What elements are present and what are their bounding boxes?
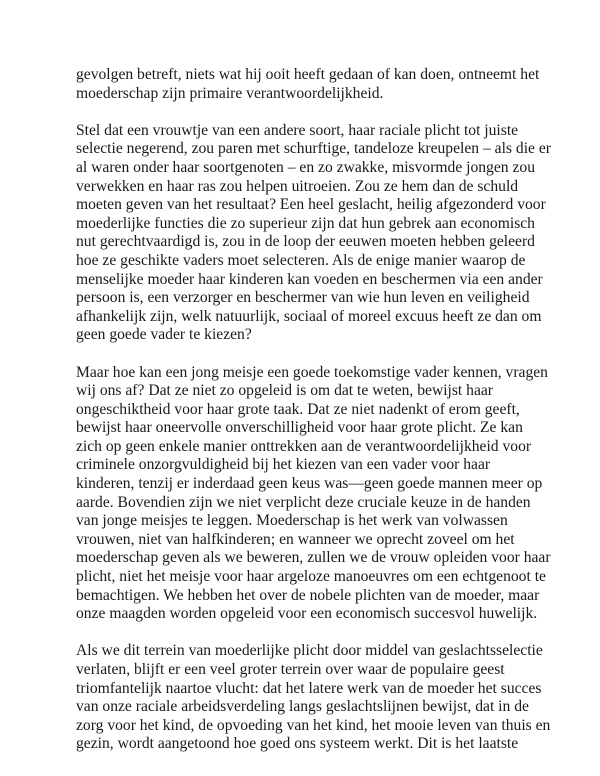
text-line: moederschap geven als we beweren, zullen we de vrouw opleiden voor haar — [76, 549, 551, 567]
text-line: gevolgen betreft, niets wat hij ooit heeft gedaan of kan doen, ontneemt het — [76, 66, 540, 83]
document-page — [76, 66, 551, 773]
text-line: vrouwen, niet van halfkinderen; en wanneer we oprecht zoveel om het — [76, 530, 515, 548]
text-line: bewijst haar oneervolle onverschilligheid voor haar grote plicht. Ze kan — [76, 419, 523, 437]
text-line: criminele onzorgvuldigheid bij het kiezen van een vader voor haar — [76, 456, 491, 474]
text-line: moederlijke functies die zo superieur zijn dat hun gebrek aan economisch — [76, 214, 535, 232]
text-line: afhankelijk zijn, welk natuurlijk, sociaal of moreel excuus heeft ze dan om — [76, 307, 542, 325]
text-line: plicht, niet het meisje voor haar argeloze manoeuvres om een echtgenoot te — [76, 568, 546, 586]
text-line: menselijke moeder haar kinderen kan voeden en beschermen via een ander — [76, 270, 543, 288]
text-line: Stel dat een vrouwtje van een andere soort, haar raciale plicht tot juiste — [76, 121, 519, 139]
text-line: van onze raciale arbeidsverdeling langs geslachtslijnen bewijst, dat in de — [76, 698, 529, 716]
text-line: kinderen, tenzij er inderdaad geen keus was—geen goede mannen meer op — [76, 475, 543, 493]
text-line: zich op geen enkele manier onttrekken aan de verantwoordelijkheid voor — [76, 437, 532, 455]
text-line: Als we dit terrein van moederlijke plicht door middel van geslachtsselectie — [76, 642, 543, 660]
paragraph — [76, 121, 551, 345]
text-line: aarde. Bovendien zijn we niet verplicht deze cruciale keuze in de handen — [76, 493, 531, 511]
text-line: persoon is, een verzorger en beschermer van wie hun leven en veiligheid — [76, 289, 530, 307]
paragraph — [76, 66, 540, 103]
text-line: van jonge meisjes te leggen. Moederschap is het werk van volwassen — [76, 512, 508, 530]
text-line: selectie negerend, zou paren met schurftige, tandeloze kreupelen – als die er — [76, 140, 551, 158]
text-line: moederschap zijn primaire verantwoordelijkheid. — [76, 84, 384, 102]
paragraph — [76, 363, 551, 624]
text-line: al waren onder haar soortgenoten – en zo zwakke, misvormde jongen zou — [76, 158, 535, 176]
text-line: zorg voor het kind, de opvoeding van het kind, het mooie leven van thuis en — [76, 716, 551, 734]
paragraph — [76, 642, 551, 754]
text-line: wij ons af? Dat ze niet zo opgeleid is om dat te weten, bewijst haar — [76, 382, 493, 400]
text-line: verlaten, blijft er een veel groter terrein over waar de populaire geest — [76, 661, 505, 678]
text-line: ongeschiktheid voor haar grote taak. Dat ze niet nadenkt of erom geeft, — [76, 400, 520, 418]
text-line: gezin, wordt aangetoond hoe goed ons systeem werkt. Dit is het laatste — [76, 735, 519, 753]
text-line: onze maagden worden opgeleid voor een economisch succesvol huwelijk. — [76, 605, 538, 623]
text-line: Maar hoe kan een jong meisje een goede toekomstige vader kennen, vragen — [76, 363, 548, 381]
text-line: bemachtigen. We hebben het over de nobele plichten van de moeder, maar — [76, 586, 540, 604]
text-line: moeten geven van het resultaat? Een heel geslacht, heilig afgezonderd voor — [76, 196, 546, 214]
text-line: triomfantelijk naartoe vlucht: dat het latere werk van de moeder het succes — [76, 679, 542, 697]
text-line: geen goede vader te kiezen? — [76, 326, 252, 344]
text-line: hoe ze geschikte vaders moet selecteren. Als de enige manier waarop de — [76, 251, 526, 269]
text-line: nut gerechtvaardigd is, zou in de loop der eeuwen moeten hebben geleerd — [76, 233, 535, 251]
text-line: verwekken en haar ras zou helpen uitroeien. Zou ze hem dan de schuld — [76, 177, 519, 195]
